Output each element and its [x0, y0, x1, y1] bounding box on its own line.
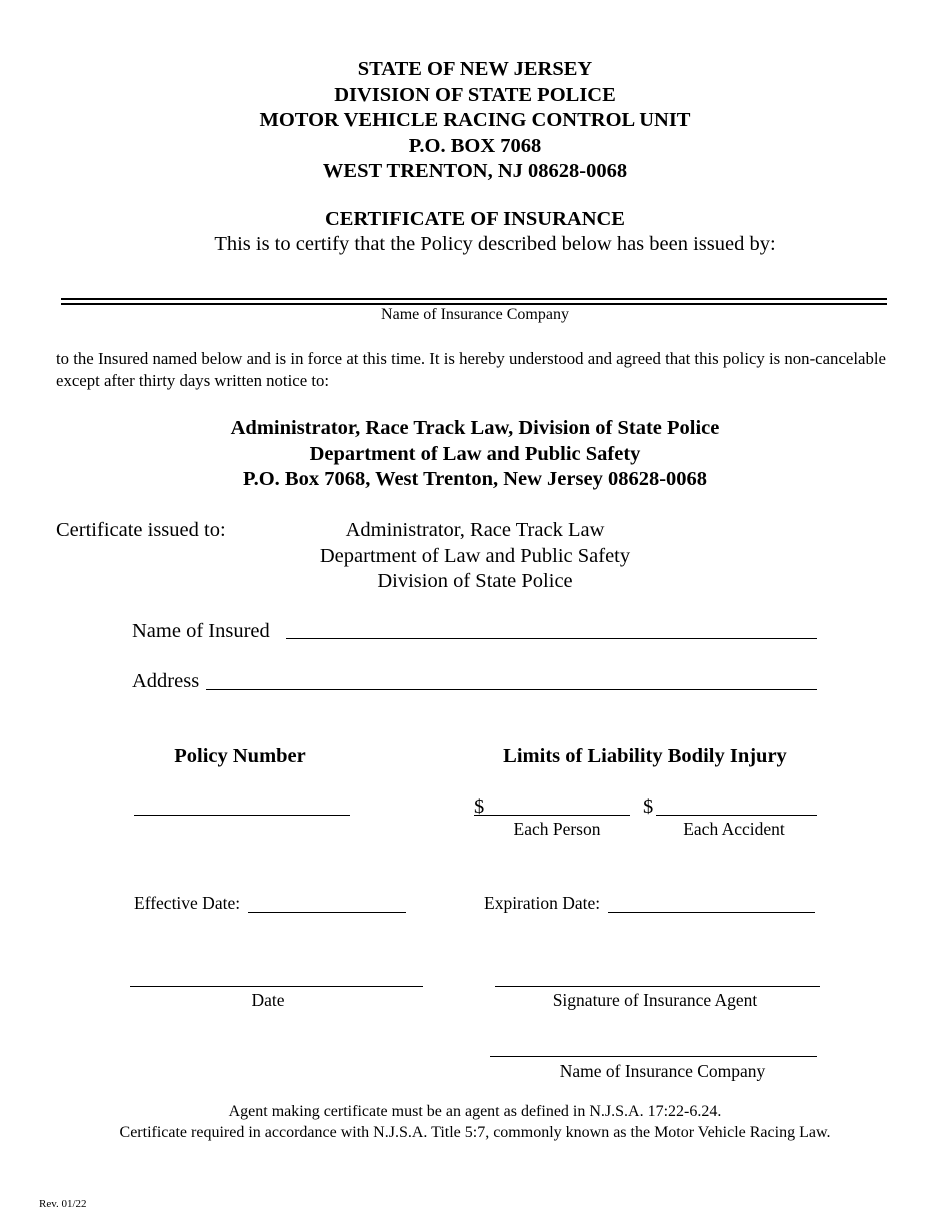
- each-person-label: Each Person: [513, 819, 601, 839]
- footer-agent-requirement: Agent making certificate must be an agent as defined in N.J.S.A. 17:22-6.24.: [228, 1103, 722, 1120]
- insurance-company-caption: Name of Insurance Company: [381, 306, 569, 323]
- header-unit: MOTOR VEHICLE RACING CONTROL UNIT: [259, 109, 691, 131]
- name-of-insured-label: Name of Insured: [132, 620, 270, 642]
- each-accident-dollar-sign: $: [643, 796, 654, 818]
- agency-header: [0, 57, 950, 185]
- header-po-box: P.O. BOX 7068: [408, 134, 542, 157]
- footer-notes: [0, 1101, 950, 1143]
- expiration-date-label: Expiration Date:: [484, 893, 601, 913]
- address-label: Address: [132, 670, 200, 692]
- administrator-line-1: Administrator, Race Track Law, Division of State Police: [230, 417, 720, 439]
- certify-statement: This is to certify that the Policy described below has been issued by:: [214, 233, 776, 255]
- administrator-line-2: Department of Law and Public Safety: [309, 442, 641, 465]
- address-field[interactable]: [206, 689, 817, 690]
- date-field[interactable]: [130, 986, 423, 987]
- document-title: CERTIFICATE OF INSURANCE: [325, 208, 625, 230]
- insurance-company-field[interactable]: [61, 298, 887, 305]
- header-state: STATE OF NEW JERSEY: [357, 58, 593, 80]
- issued-to-address: [300, 518, 650, 595]
- policy-number-field[interactable]: [134, 815, 350, 816]
- agent-signature-label: Signature of Insurance Agent: [552, 990, 758, 1010]
- notice-paragraph: to the Insured named below and is in force at this time. It is hereby understood and agreed that this policy is non-cancelable except after thirty days written notice to:: [56, 349, 886, 390]
- name-of-insured-field[interactable]: [286, 638, 817, 639]
- effective-date-field[interactable]: [248, 912, 406, 913]
- footer-statute-note: Certificate required in accordance with N.J.S.A. Title 5:7, commonly known as the Motor Vehicle Racing Law.: [119, 1124, 831, 1141]
- signing-company-label: Name of Insurance Company: [559, 1061, 766, 1081]
- issued-to-line-1: Administrator, Race Track Law: [345, 519, 605, 541]
- administrator-address: [0, 416, 950, 493]
- date-label: Date: [251, 990, 285, 1010]
- header-division: DIVISION OF STATE POLICE: [334, 83, 616, 106]
- revision-number: Rev. 01/22: [39, 1198, 87, 1210]
- each-person-dollar-sign: $: [474, 796, 485, 818]
- administrator-line-3: P.O. Box 7068, West Trenton, New Jersey 08628-0068: [242, 468, 708, 490]
- each-accident-label: Each Accident: [683, 819, 785, 839]
- agent-signature-field[interactable]: [495, 986, 820, 987]
- each-person-amount-field[interactable]: [474, 815, 630, 816]
- signing-company-field[interactable]: [490, 1056, 817, 1057]
- issued-to-line-2: Department of Law and Public Safety: [319, 544, 631, 567]
- each-accident-amount-field[interactable]: [656, 815, 817, 816]
- expiration-date-field[interactable]: [608, 912, 815, 913]
- limits-heading: Limits of Liability Bodily Injury: [503, 745, 787, 767]
- effective-date-label: Effective Date:: [134, 893, 241, 913]
- policy-number-heading: Policy Number: [174, 745, 306, 767]
- issued-to-line-3: Division of State Police: [377, 570, 573, 592]
- issued-to-label: Certificate issued to:: [56, 519, 226, 541]
- header-city: WEST TRENTON, NJ 08628-0068: [322, 160, 628, 182]
